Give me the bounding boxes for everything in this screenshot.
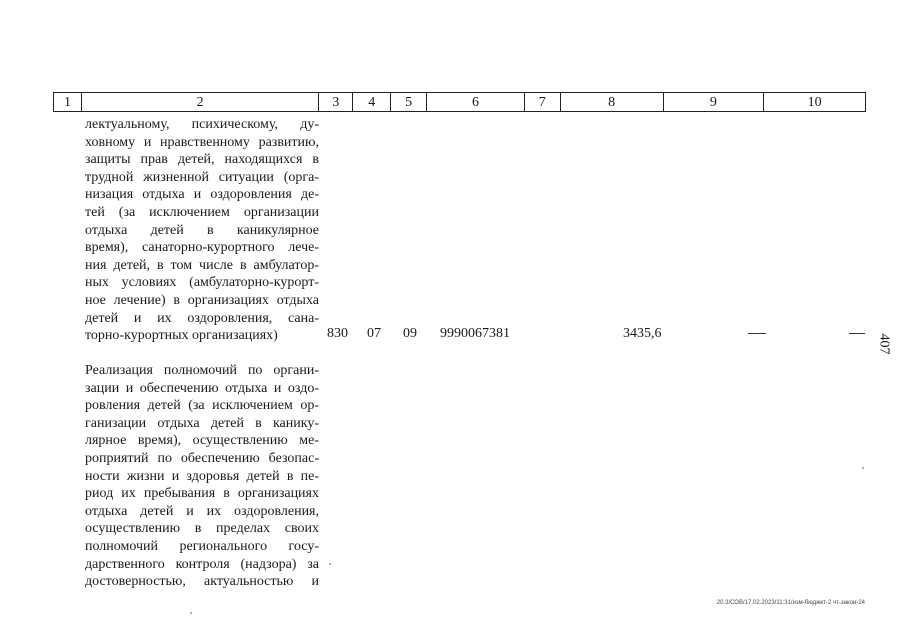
text-line: ное лечение) в организациях отдыха [85,292,319,308]
column-header-9: 9 [664,93,765,111]
scan-speck [329,563,331,565]
page-number: 407 [876,333,892,355]
column-header-8: 8 [561,93,664,111]
column-header-6: 6 [427,93,525,111]
text-line: низация отдыха и оздоровления де- [85,187,319,203]
scan-speck [862,467,864,469]
text-line: ния детей, в том числе в амбулатор- [85,257,319,273]
text-line: полномочий регионального госу- [85,538,319,554]
text-line: время), санаторно-курортного лече- [85,240,319,256]
text-line: ных условиях (амбулаторно-курорт- [85,275,319,291]
cell-col9-dash [748,333,766,334]
column-header-2: 2 [82,93,319,111]
footer-file-stamp: 20.3/СОВ/17.02.2023/11:31/изм-бюджет-2 чт-закон-24 [716,600,865,606]
cell-col5-subsection: 09 [403,326,417,341]
column-header-7: 7 [525,93,561,111]
text-line: защиты прав детей, находящихся в [85,152,319,168]
description-text-next-item [85,362,319,591]
text-line: зации и обеспечению отдыха и оздо- [85,380,319,396]
column-header-5: 5 [391,93,427,111]
column-header-3: 3 [319,93,353,111]
text-line: лектуальному, психическому, ду- [85,117,319,132]
description-text-continued [85,116,319,345]
column-header-1: 1 [54,93,82,111]
cell-col3-code: 830 [327,326,348,341]
cell-col8-amount: 3435,6 [623,326,662,341]
text-line: ровления детей (за исключением ор- [85,398,319,414]
text-line: трудной жизненной ситуации (орга- [85,169,319,185]
text-line: осуществлению в пределах своих [85,521,319,537]
scan-speck [190,612,192,614]
text-line: лярное время), осуществлению ме- [85,433,319,449]
text-line: ховному и нравственному развитию, [85,134,319,150]
text-line: ности жизни и здоровья детей в пе- [85,468,319,484]
text-line: роприятий по обеспечению безопас- [85,450,319,466]
cell-col6-target-article: 9990067381 [440,326,510,341]
text-line: ганизации отдыха детей в канику- [85,415,319,431]
column-header-4: 4 [353,93,391,111]
text-line: риод их пребывания в организациях [85,486,319,502]
text-line: Реализация полномочий по органи- [85,363,319,378]
column-header-10: 10 [807,95,822,110]
text-line: отдыха детей и их оздоровления, [85,503,319,519]
text-line: детей и их оздоровления, сана- [85,310,319,326]
text-line: достоверностью, актуальностью и [85,574,319,590]
text-line: тей (за исключением организации [85,204,319,220]
cell-col10-dash [849,333,865,334]
column-number-header [53,92,866,112]
cell-col4-section: 07 [367,326,381,341]
text-line: торно-курортных организациях) [85,328,278,344]
text-line: отдыха детей в каникулярное [85,222,319,238]
text-line: дарственного контроля (надзора) за [85,556,319,572]
